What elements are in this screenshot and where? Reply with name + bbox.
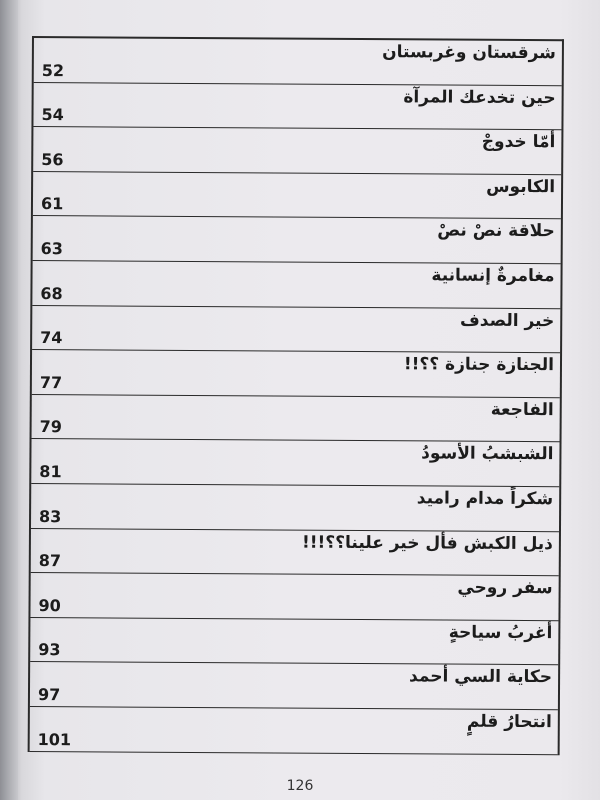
- toc-entry-title: الشبشبُ الأسودُ: [421, 443, 554, 465]
- toc-entry-page: 63: [40, 239, 64, 259]
- toc-entry-page: 68: [40, 283, 63, 303]
- toc-entry: [30, 618, 558, 666]
- toc-entry-page: 97: [37, 684, 61, 705]
- toc-entry-title: انتحارُ قلمٍ: [466, 711, 552, 733]
- toc-entry-title: خير الصدف: [459, 310, 555, 331]
- toc-entry-title: حلاقة نصْ نصْ: [437, 220, 555, 242]
- toc-entry-title: حين تخدعك المرآة: [403, 86, 556, 108]
- toc-entry: [32, 395, 560, 443]
- toc-entry-title: الكابوس: [486, 176, 556, 197]
- toc-entry-title: أمّا خدوجْ: [481, 131, 556, 153]
- toc-entry-page: 56: [41, 149, 64, 169]
- toc-entry: [32, 306, 560, 354]
- toc-entry-title: حكاية السي أحمد: [408, 666, 553, 688]
- toc-entry: [32, 261, 560, 309]
- toc-entry-page: 93: [38, 640, 61, 660]
- toc-entry: [33, 172, 561, 220]
- toc-entry: [33, 216, 561, 264]
- toc-entry: [31, 529, 559, 577]
- toc-entry-title: سفر روحي: [457, 577, 553, 599]
- toc-entry-title: الفاجعة: [490, 399, 554, 420]
- toc-entry-page: 87: [38, 551, 62, 571]
- toc-entry-page: 101: [37, 729, 72, 749]
- toc-entry-page: 83: [39, 506, 62, 526]
- toc-entry-title: شرقستان وغربستان: [382, 42, 556, 64]
- toc-entry: [30, 573, 558, 621]
- toc-entry: [34, 38, 562, 86]
- toc-entry-page: 54: [41, 105, 64, 125]
- table-of-contents: [28, 36, 564, 755]
- toc-entry-title: مغامرةٌ إنسانية: [431, 265, 555, 287]
- book-gutter: [0, 0, 18, 800]
- page-number: 126: [286, 778, 314, 794]
- toc-entry-title: ذيل الكبش فأل خير علينا؟؟!!!: [301, 532, 553, 554]
- toc-entry-title: أغربُ سياحةٍ: [448, 622, 553, 643]
- toc-entry-page: 61: [40, 194, 64, 214]
- toc-entry-page: 77: [39, 372, 63, 392]
- toc-entry: [31, 484, 559, 532]
- toc-entry: [31, 439, 559, 487]
- toc-entry: [30, 707, 558, 755]
- toc-entry-page: 52: [41, 60, 65, 80]
- toc-entry: [33, 127, 561, 175]
- toc-entry-page: 81: [39, 461, 62, 482]
- toc-entry: [30, 662, 558, 710]
- toc-entry-page: 79: [39, 417, 62, 437]
- toc-entry-page: 74: [40, 328, 63, 348]
- toc-entry-title: الجنازة جنازة ؟؟!!: [403, 354, 555, 376]
- toc-entry: [33, 83, 561, 131]
- toc-entry-title: شكراً مدام راميد: [416, 488, 554, 510]
- toc-entry-page: 90: [38, 595, 61, 615]
- toc-entry: [32, 350, 560, 398]
